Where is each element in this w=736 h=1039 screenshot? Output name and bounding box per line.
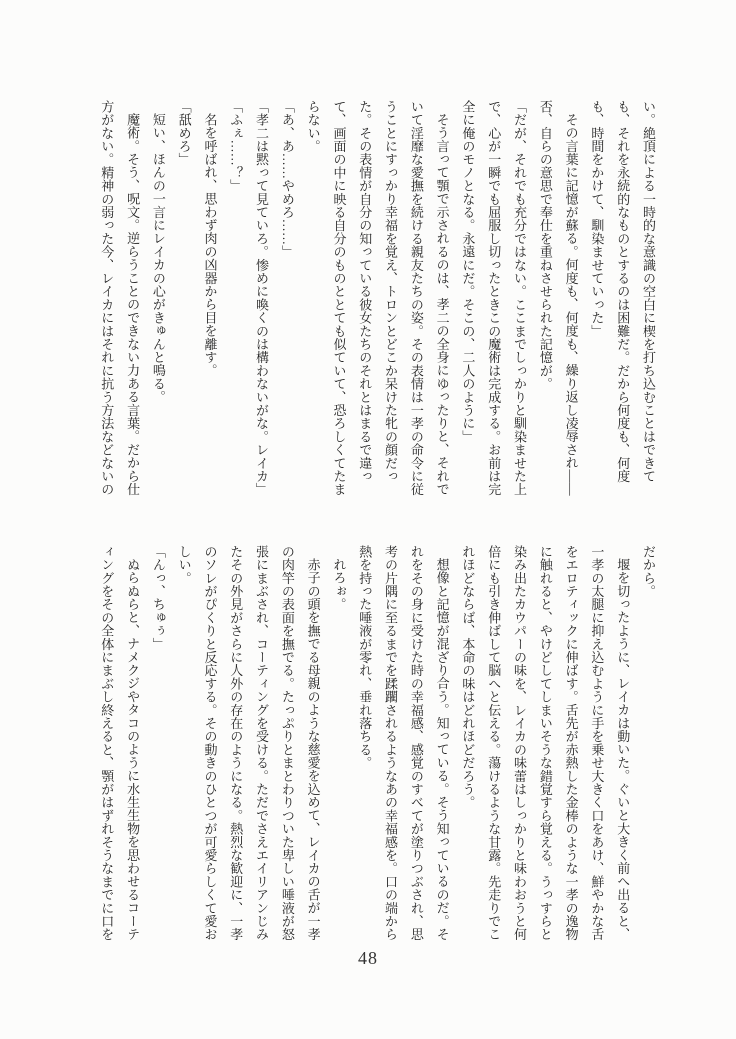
text-line: 「孝二は黙って見ていろ。惨めに喚くのは構わないがな。レイカ」	[254, 100, 270, 496]
text-line: 「ふぇ……？」	[228, 100, 244, 193]
page-number: 48	[358, 948, 378, 968]
text-line: その言葉に記憶が蘇る。何度も、何度も、繰り返し凌辱され――	[563, 113, 579, 496]
text-line: 「あ、あ……やめろ……」	[279, 100, 295, 259]
text-line: をエロティックに伸ばす。舌先が赤熱した金棒のような一孝の逸物	[563, 545, 579, 941]
text-line: の肉竿の表面を撫でる。たっぷりとまとわりついた卑しい唾液が怒	[279, 545, 295, 941]
text-line: らない。	[305, 100, 321, 153]
text-line: のソレがぴくりと反応する。その動きのひとつが可愛らしくて愛お	[202, 545, 218, 941]
text-line: で、心が一瞬でも屈服し切ったときこの魔術は完成する。お前は完	[486, 100, 502, 496]
text-line: 「だが、それでも充分ではない。ここまでしっかりと馴染ませた上	[512, 100, 528, 496]
text-line: 魔術。そう、呪文。逆らうことのできない力ある言葉。だから仕	[125, 113, 141, 496]
text-line: 倍にも引き伸ばして脳へと伝える。蕩けるような甘露。先走りでこ	[486, 545, 502, 941]
text-line: ィングをその全体にまぶし終えると、顎がはずれそうなまでに口を	[99, 545, 115, 941]
text-block-top	[93, 100, 661, 496]
text-line: 名を呼ばれ、思わず肉の凶器から目を離す。	[202, 113, 218, 377]
text-line: い。絶頂による一時的な意識の空白に楔を打ち込むことはできて	[641, 100, 656, 483]
text-line: 短い、ほんの一言にレイカの心がきゅんと鳴る。	[150, 113, 166, 404]
text-line: しい。	[176, 545, 192, 585]
text-line: れほどならば、本命の味はどれほどだろう。	[460, 545, 476, 809]
text-line: 考の片隅に至るまでを蹂躙されるようなあの幸福感を。口の端から	[383, 545, 399, 941]
text-line: 染み出たカウパーの味を、レイカの味蕾はしっかりと味わおうと何	[512, 545, 528, 941]
text-line: て、画面の中に映る自分のものととても似ていて、恐ろしくてたま	[331, 100, 347, 496]
text-block-bottom	[93, 545, 661, 941]
text-line: 張にまぶされ、コーティングを受ける。ただでさえエイリアンじみ	[254, 545, 270, 941]
text-line: そう言って顎で示されるのは、孝二の全身にゆったりと、それで	[434, 113, 450, 496]
text-line: 「舐めろ」	[176, 100, 192, 166]
text-line: に触れると、やけどしてしまいそうな錯覚すら覚える。うっすらと	[537, 545, 553, 941]
text-line: だから。	[641, 545, 656, 598]
text-line: 赤子の頭を撫でる母親のような慈愛を込めて、レイカの舌が一孝	[305, 558, 321, 941]
text-line: たその外見がさらに人外の存在のようになる。熱烈な歓迎に、一孝	[228, 545, 244, 941]
text-line: いて淫靡な愛撫を続ける親友たちの姿。その表情は一孝の命令に従	[408, 100, 424, 496]
text-line: れをその身に受けた時の幸福感、感覚のすべてが塗りつぶされ、思	[408, 545, 424, 941]
text-line: た。その表情が自分の知っている彼女たちのそれとはまるで違っ	[357, 100, 373, 483]
text-line: れろぉ。	[331, 558, 347, 611]
text-line: も、時間をかけて、馴染ませていった」	[589, 100, 605, 338]
text-line: 一孝の太腿に抑え込むように手を乗せ大きく口をあけ、鮮やかな舌	[589, 545, 605, 941]
text-line: 「んっ、ちゅぅ」	[150, 545, 166, 651]
text-line: ぬらぬらと、ナメクジやタコのように水生生物を思わせるコーテ	[125, 558, 141, 941]
text-line: 全に俺のモノとなる。永遠にだ。そこの、二人のように」	[460, 100, 476, 444]
text-line: 想像と記憶が混ざり合う。知っている。そう知っているのだ。そ	[434, 558, 450, 941]
text-line: 方がない。精神の弱った今、レイカにはそれに抗う方法などないの	[99, 100, 115, 496]
text-line: 否、自らの意思で奉仕を重ねさせられた記憶が。	[537, 100, 553, 391]
text-line: 堰を切ったように、レイカは動いた。ぐいと大きく前へ出ると、	[615, 558, 631, 941]
text-line: うことにすっかり幸福を覚え、トロンとどこか呆けた牝の顔だっ	[383, 100, 399, 483]
text-line: も、それを永続的なものとするのは困難だ。だから何度も、何度	[615, 100, 631, 483]
text-line: 熱を持った唾液が零れ、垂れ落ちる。	[357, 545, 373, 770]
